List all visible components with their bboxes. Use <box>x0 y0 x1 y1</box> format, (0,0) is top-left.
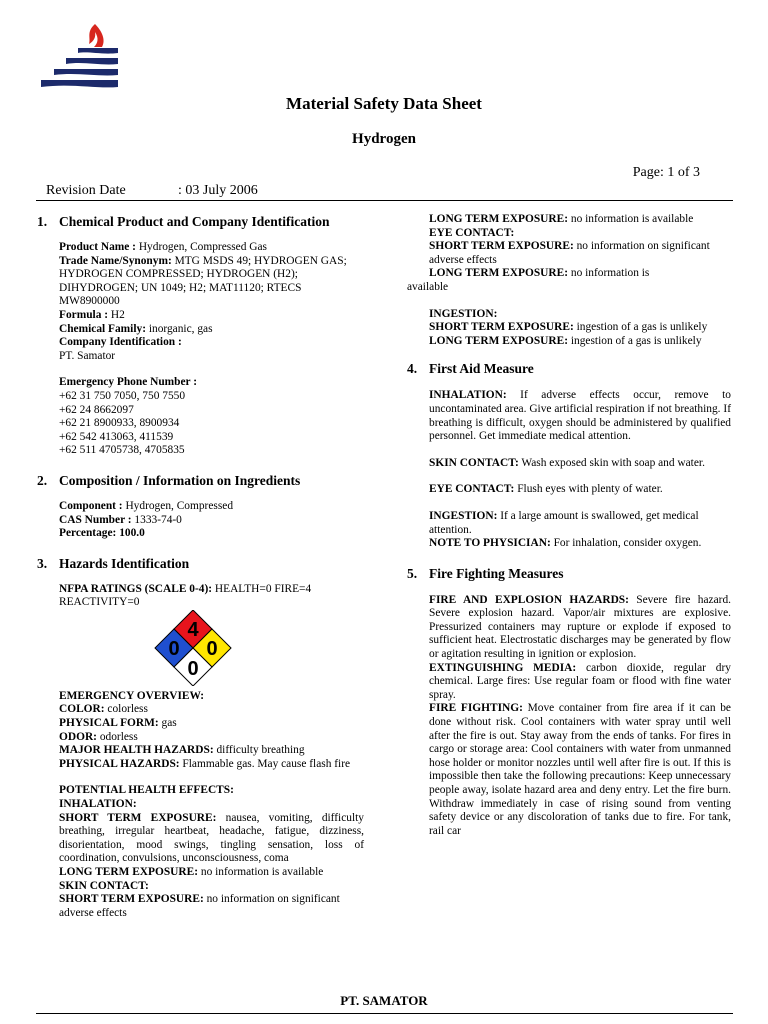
fire-explosion-hazards: FIRE AND EXPLOSION HAZARDS: Severe fire hazard. Severe explosion hazard. Vapor/air mixtures are explosive. Pressurized containers may rupture or explode if exposed to sufficient heat. Electrostatic discharges may be generated by flow or agitation resulting in ignition or explosion. <box>429 593 731 661</box>
inhalation-short-term: SHORT TERM EXPOSURE: nausea, vomiting, difficulty breathing, irregular heartbeat, headache, fatigue, dizziness, disorientation, mood swings, tingling sensation, loss of coordination, convulsions, unconsciousness, coma <box>59 811 364 865</box>
eye-contact-label: EYE CONTACT: <box>429 226 515 239</box>
first-aid-ingestion: INGESTION: If a large amount is swallowed, get medical attention. <box>429 509 699 536</box>
company-id: PT. Samator <box>59 349 116 362</box>
first-aid-skin: SKIN CONTACT: Wash exposed skin with soap and water. <box>429 456 705 469</box>
company-logo <box>36 20 120 92</box>
note-to-physician: NOTE TO PHYSICIAN: For inhalation, consider oxygen. <box>429 537 702 550</box>
right-column <box>407 213 731 838</box>
cas-number: CAS Number : 1333-74-0 <box>59 513 182 526</box>
section-1-heading <box>37 213 364 230</box>
fire-fighting: FIRE FIGHTING: Move container from fire area if it can be done without risk. Cool containers with water spray until well after the fire is out. Stay away from the ends of tanks. For fires in cargo or storage area: Cool containers with water from unmanned hose holder or monitor nozzles until well after fire is out. If this is impossible then take the following precautions: Keep unnecessary people away, isolate hazard area and deny entry. Let the fire burn. Withdraw immediately in case of rising sound from venting safety device or any discoloration of tanks due to fire. For tank, rail car <box>429 702 731 837</box>
nfpa-ratings: NFPA RATINGS (SCALE 0-4): HEALTH=0 FIRE=4 REACTIVITY=0 <box>59 582 312 609</box>
document-title: Material Safety Data Sheet <box>286 94 482 113</box>
first-aid-inhalation: INHALATION: If adverse effects occur, remove to uncontaminated area. Give artificial respiration if not breathing. If breathing is difficult, oxygen should be administered by qualified personnel. Get immediate medical attention. <box>429 389 731 443</box>
eye-long-term: LONG TERM EXPOSURE: no information is <box>429 267 650 280</box>
potential-health-effects-label: POTENTIAL HEALTH EFFECTS: <box>59 784 234 797</box>
phone-line: +62 542 413063, 411539 <box>59 430 174 443</box>
section-title: Chemical Product and Company Identification <box>59 214 330 229</box>
ingestion-label: INGESTION: <box>429 307 498 320</box>
extinguishing-media: EXTINGUISHING MEDIA: carbon dioxide, regular dry chemical. Large fires: Use regular foam or flood with fine water spray. <box>429 661 731 701</box>
revision-date <box>46 183 258 199</box>
skin-contact-label: SKIN CONTACT: <box>59 879 149 892</box>
eye-long-term-cont: available <box>407 280 449 293</box>
formula: Formula : H2 <box>59 308 125 321</box>
percentage: Percentage: 100.0 <box>59 527 145 540</box>
phone-line: +62 24 8662097 <box>59 403 134 416</box>
physical-form: PHYSICAL FORM: gas <box>59 717 177 730</box>
product-name: Product Name : Hydrogen, Compressed Gas <box>59 241 267 253</box>
nfpa-fire-value: 4 <box>187 618 199 641</box>
header-rule <box>36 200 733 201</box>
trade-name: Trade Name/Synonym: MTG MSDS 49; HYDROGEN GAS; HYDROGEN COMPRESSED; HYDROGEN (H2); DIHYDROGEN; UN 1049; H2; MAT11120; RTECS MW8900000 <box>59 254 347 308</box>
nfpa-reactivity-value: 0 <box>206 637 218 660</box>
phone-line: +62 21 8900933, 8900934 <box>59 417 180 430</box>
section-4-heading: 4. First Aid Measure <box>407 361 534 377</box>
component: Component : Hydrogen, Compressed <box>59 499 234 512</box>
section-3-heading: 3. Hazards Identification <box>37 555 190 571</box>
odor: ODOR: odorless <box>59 730 138 743</box>
left-column <box>37 213 364 920</box>
revision-value: : 03 July 2006 <box>178 183 258 198</box>
emergency-phone-label: Emergency Phone Number : <box>59 376 198 389</box>
eye-short-term: SHORT TERM EXPOSURE: no information on significant adverse effects <box>429 240 710 266</box>
phone-line: +62 511 4705738, 4705835 <box>59 444 185 457</box>
skin-long-term: LONG TERM EXPOSURE: no information is available <box>429 213 694 225</box>
section-2-heading: 2. Composition / Information on Ingredients <box>37 472 301 488</box>
section-5-heading: 5. Fire Fighting Measures <box>407 565 564 581</box>
ingestion-long-term: LONG TERM EXPOSURE: ingestion of a gas is unlikely <box>429 334 702 347</box>
first-aid-eye: EYE CONTACT: Flush eyes with plenty of water. <box>429 483 663 496</box>
footer-rule <box>36 1013 733 1014</box>
chemical-family: Chemical Family: inorganic, gas <box>59 322 213 335</box>
nfpa-special-value: 0 <box>187 657 199 680</box>
color: COLOR: colorless <box>59 703 148 716</box>
inhalation-long-term: LONG TERM EXPOSURE: no information is available <box>59 866 324 878</box>
skin-short-term: SHORT TERM EXPOSURE: no information on significant adverse effects <box>59 893 340 919</box>
major-health-hazards: MAJOR HEALTH HAZARDS: difficulty breathing <box>59 744 305 757</box>
revision-label: Revision Date <box>46 183 126 198</box>
section-number: 1. <box>37 214 48 229</box>
document-subtitle: Hydrogen <box>352 131 416 147</box>
emergency-overview-label: EMERGENCY OVERVIEW: <box>59 689 205 702</box>
page-number: Page: 1 of 3 <box>632 165 700 180</box>
inhalation-label: INHALATION: <box>59 798 137 811</box>
nfpa-diamond <box>137 610 249 686</box>
footer-company: PT. SAMATOR <box>340 993 428 1008</box>
nfpa-health-value: 0 <box>168 637 180 660</box>
physical-hazards: PHYSICAL HAZARDS: Flammable gas. May cause flash fire <box>59 757 351 770</box>
phone-line: +62 31 750 7050, 750 7550 <box>59 389 186 402</box>
ingestion-short-term: SHORT TERM EXPOSURE: ingestion of a gas is unlikely <box>429 321 708 334</box>
company-id-label: Company Identification : <box>59 336 182 349</box>
flame-icon <box>89 24 104 47</box>
